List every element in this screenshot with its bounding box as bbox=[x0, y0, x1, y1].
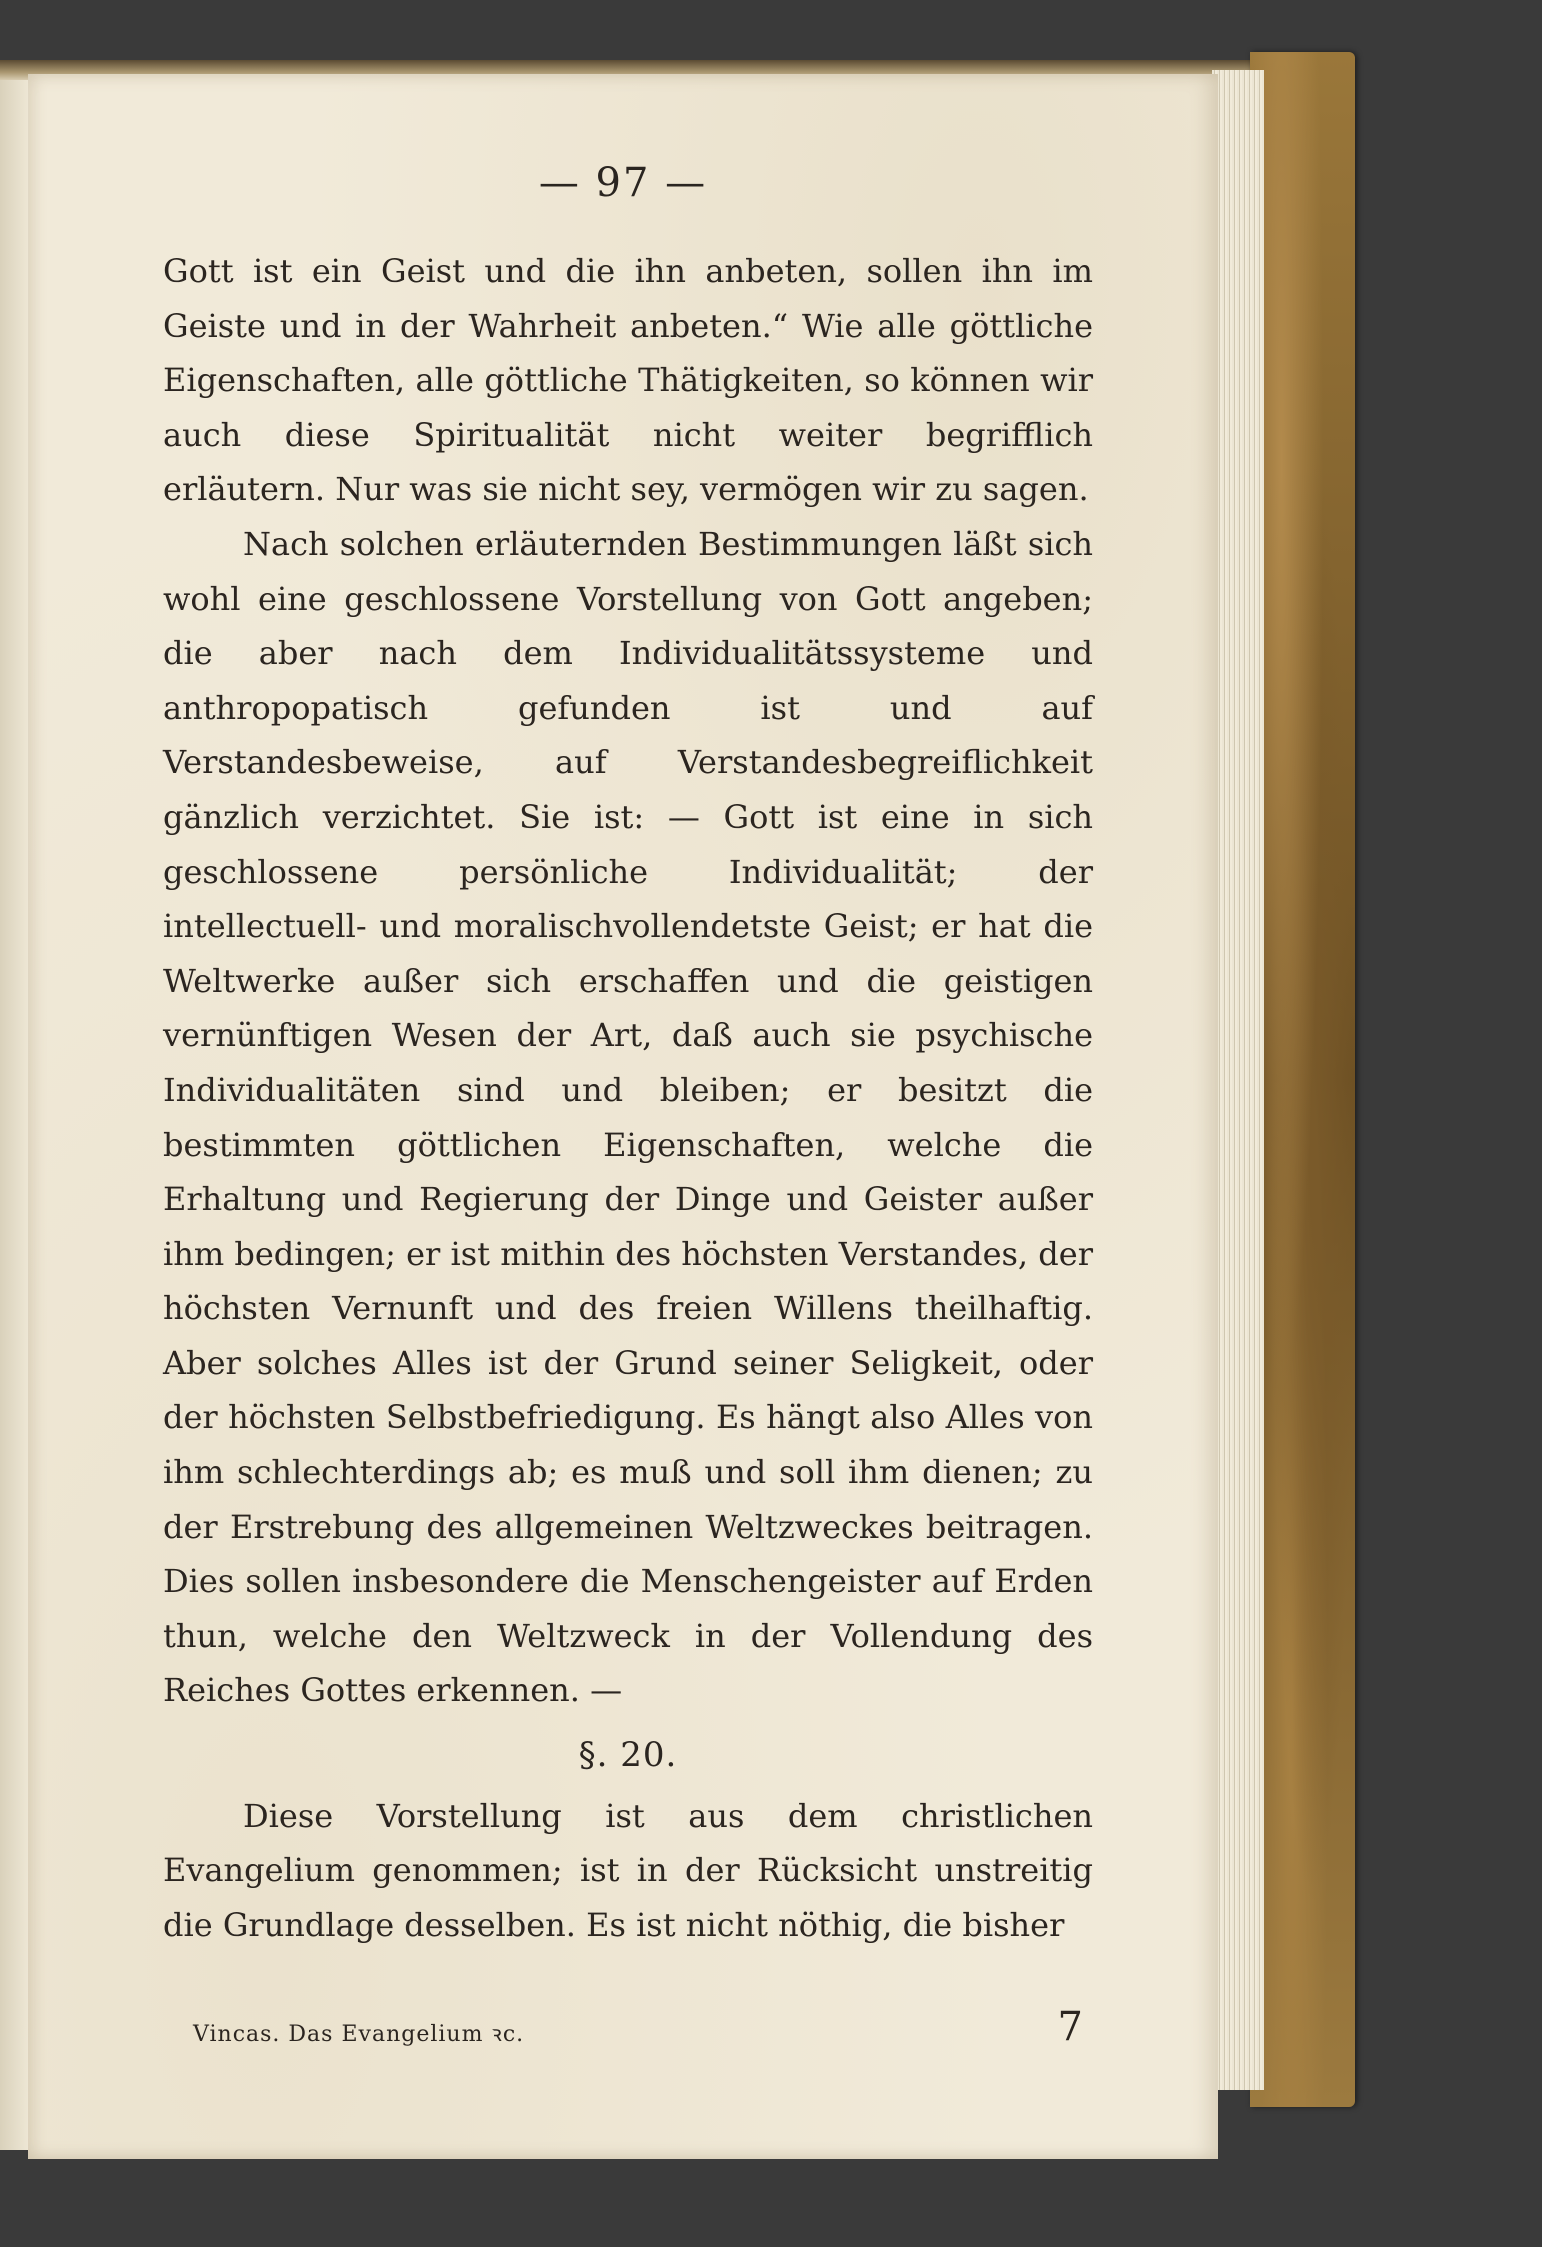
footer-signature: Vincas. Das Evangelium ꝛc. bbox=[193, 2022, 525, 2047]
page-stack-edges bbox=[1212, 70, 1264, 2090]
body-text bbox=[163, 244, 1093, 1952]
signature-mark: 7 bbox=[1057, 2004, 1083, 2050]
page-number: — 97 — bbox=[538, 160, 708, 206]
left-page-sliver bbox=[0, 80, 30, 2150]
page-footer bbox=[163, 2004, 1093, 2054]
paragraph-2: Nach solchen erläuternden Bestimmungen läßt sich wohl eine geschlossene Vorstellung von Gott angeben; die aber nach dem Individualitätssysteme und anthropopatisch gefunden ist und auf Verstandesbeweise, auf Verstandesbegreiflichkeit gänzlich verzichtet. Sie ist: — Gott ist eine in sich geschlossene persönliche Individualität; der intellectuell- und moralischvollendetste Geist; er hat die Weltwerke außer sich erschaffen und die geistigen vernünftigen Wesen der Art, daß auch sie psychische Individualitäten sind und bleiben; er besitzt die bestimmten göttlichen Eigenschaften, welche die Erhaltung und Regierung der Dinge und Geister außer ihm bedingen; er ist mithin des höchsten Verstandes, der höchsten Vernunft und des freien Willens theilhaftig. Aber solches Alles ist der Grund seiner Seligkeit, oder der höchsten Selbstbefriedigung. Es hängt also Alles von ihm schlechterdings ab; es muß und soll ihm dienen; zu der Erstrebung des allgemeinen Weltzweckes beitragen. Dies sollen insbesondere die Menschengeister auf Erden thun, welche den Weltzweck in der Vollendung des Reiches Gottes erkennen. — bbox=[163, 524, 1093, 1710]
book-cover bbox=[1250, 52, 1355, 2107]
paragraph-1: Gott ist ein Geist und die ihn anbeten, sollen ihn im Geiste und in der Wahrheit anbeten.“ Wie alle göttliche Eigenschaften, alle göttliche Thätigkeiten, so können wir auch diese Spiritualität nicht weiter begrifflich erläutern. Nur was sie nicht sey, vermögen wir zu sagen. bbox=[163, 252, 1093, 509]
book-page bbox=[28, 74, 1218, 2159]
paragraph-3: Diese Vorstellung ist aus dem christlichen Evangelium genommen; ist in der Rücksicht unstreitig die Grundlage desselben. Es ist nicht nöthig, die bisher bbox=[163, 1796, 1093, 1944]
section-heading: §. 20. bbox=[578, 1735, 678, 1776]
